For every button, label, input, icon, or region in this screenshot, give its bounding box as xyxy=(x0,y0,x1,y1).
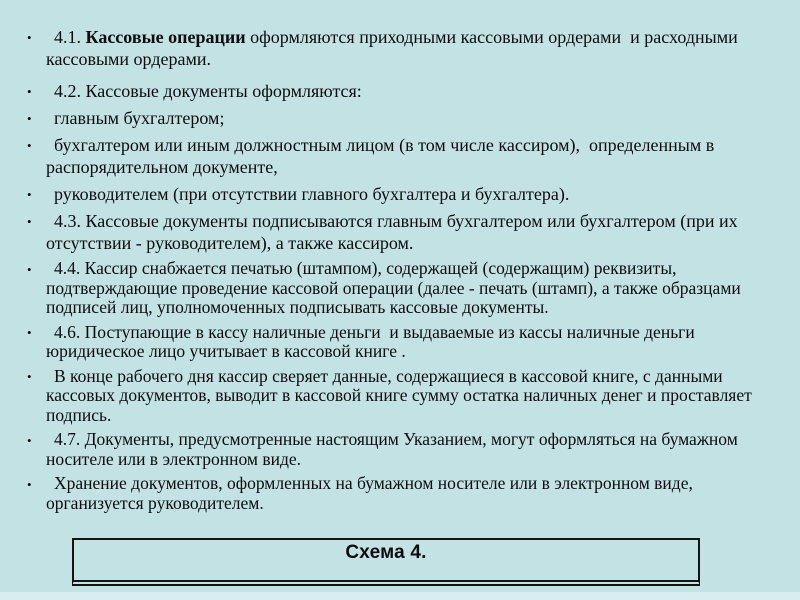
bullet-text: 4.6. Поступающие в кассу наличные деньги и выдаваемые из кассы наличные деньги юридическое лицо учитывает в кассовой книге . xyxy=(46,321,700,361)
list-item xyxy=(0,26,774,70)
list-item xyxy=(0,134,774,178)
bullet-text: 4.2. Кассовые документы оформляются: xyxy=(54,81,362,101)
list-item xyxy=(0,367,774,426)
bullet-text: 4.7. Документы, предусмотренные настоящим Указанием, могут оформляться на бумажном носителе или в электронном виде. xyxy=(46,429,743,469)
list-item xyxy=(0,210,774,254)
bullet-text: В конце рабочего дня кассир сверяет данные, содержащиеся в кассовой книге, с данными кассовых документов, выводит в кассовой книге сумму остатка наличных денег и проставляет подпись. xyxy=(46,365,757,425)
list-item xyxy=(0,183,774,205)
bullet-text-bold: Кассовые операции xyxy=(85,27,246,47)
schema-box xyxy=(72,538,700,586)
list-item xyxy=(0,474,774,513)
bullet-text: 4.4. Кассир снабжается печатью (штампом), содержащей (содержащим) реквизиты, подтверждающие проведение кассовой операции (далее - печать (штамп), а также образцами подписей лиц, уполномоченных подписывать кассовые документы. xyxy=(46,258,746,317)
bullet-text: 4.3. Кассовые документы подписываются главным бухгалтером или бухгалтером (при их отсутствии - руководителем), а также кассиром. xyxy=(46,211,743,253)
bullet-text: Хранение документов, оформленных на бумажном носителе или в электронном виде, организуется руководителем. xyxy=(46,473,698,513)
list-item xyxy=(0,430,774,469)
slide-bottom-edge xyxy=(0,592,800,600)
list-item xyxy=(0,259,774,318)
list-item xyxy=(0,80,774,102)
bullet-text: оформляются приходными кассовыми ордерами и расходными кассовыми ордерами. xyxy=(46,27,743,69)
schema-box-label: Схема 4. xyxy=(345,542,427,563)
list-item xyxy=(0,323,774,362)
bullet-text: главным бухгалтером; xyxy=(54,108,225,128)
bullet-text: 4.1. xyxy=(54,27,86,47)
list-item xyxy=(0,107,774,129)
bullet-text: бухгалтером или иным должностным лицом (в том числе кассиром), определенным в распорядительном документе, xyxy=(46,135,719,177)
bullet-text: руководителем (при отсутствии главного бухгалтера и бухгалтера). xyxy=(54,184,570,204)
